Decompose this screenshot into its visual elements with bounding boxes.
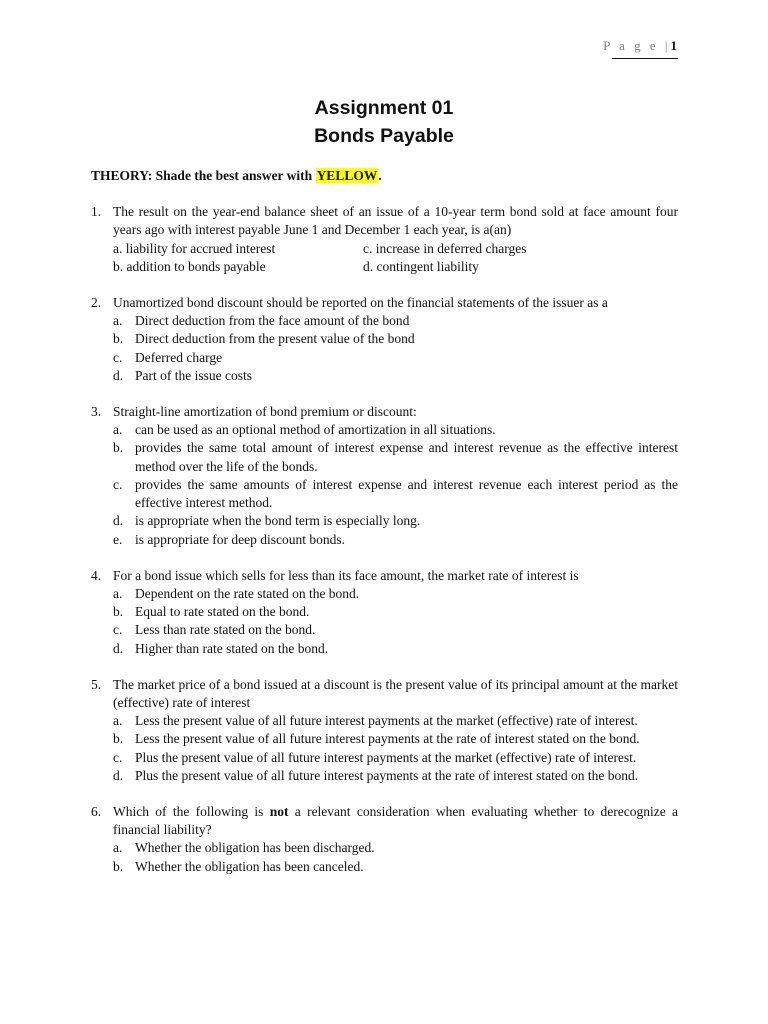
option-text: provides the same amounts of interest expense and interest revenue each interest period as the effective interest method. [135,476,678,511]
question-4 [91,567,678,658]
question-number: 5. [91,676,102,692]
option-letter: d. [113,640,124,656]
option-text: Part of the issue costs [135,367,252,383]
option-b: b. addition to bonds payable [113,258,266,274]
option-letter: c. [113,749,123,765]
option-grid [113,240,678,277]
question-2 [91,294,678,385]
question-6 [91,803,678,876]
title-line-2: Bonds Payable [314,125,454,147]
option-letter: b. [113,604,124,620]
option-letter: a. [113,585,123,601]
option-d: d. contingent liability [363,258,479,274]
question-text: The market price of a bond issued at a discount is the present value of its principal amount at the market (effective) rate of interest [113,676,678,710]
question-text: For a bond issue which sells for less than its face amount, the market rate of interest is [113,567,579,583]
question-number: 3. [91,403,102,419]
option-letter: a. [113,312,123,328]
question-text: The result on the year-end balance sheet of an issue of a 10-year term bond sold at face amount four years ago with interest payable June 1 and December 1 each year, is a(an) [113,204,678,238]
option-text: Whether the obligation has been discharged. [135,840,375,856]
option-text: Less the present value of all future interest payments at the rate of interest stated on the bond. [135,731,640,747]
header-rule [612,58,678,59]
option-letter: d. [113,513,124,529]
question-text [113,803,678,840]
option-text: Deferred charge [135,349,223,365]
option-text: Equal to rate stated on the bond. [135,604,310,620]
title-line-1: Assignment 01 [314,97,454,119]
question-text-emphasis: not [269,803,289,819]
option-text: Direct deduction from the face amount of the bond [135,312,410,328]
theory-prefix: THEORY: Shade the best answer with [91,168,316,183]
option-text: can be used as an optional method of amortization in all situations. [135,421,496,437]
option-b [113,730,678,748]
option-a [113,839,678,857]
option-d [113,767,678,785]
option-c [113,621,678,639]
option-text: provides the same total amount of interest expense and interest revenue as the effective interest method over the life of the bonds. [135,440,678,474]
option-letter: a. [113,713,123,729]
option-text: Higher than rate stated on the bond. [135,640,329,656]
question-number: 2. [91,294,102,310]
page-number: 1 [670,38,677,53]
document-title [0,94,768,150]
option-letter: d. [113,367,124,383]
option-text: Plus the present value of all future interest payments at the rate of interest stated on the bond. [135,768,639,784]
option-text: Whether the obligation has been canceled. [135,858,364,874]
question-text-after: a relevant consideration when evaluating whether to derecognize a financial liability? [113,803,678,838]
page-header [603,38,677,54]
option-letter: b. [113,731,124,747]
option-b [113,858,678,876]
option-a [113,585,678,603]
option-letter: e. [113,531,123,547]
option-text: Less than rate stated on the bond. [135,622,316,638]
question-number: 4. [91,567,102,583]
option-text: Plus the present value of all future interest payments at the market (effective) rate of interest. [135,749,637,765]
option-text: Dependent on the rate stated on the bond. [135,585,360,601]
option-letter: b. [113,440,124,456]
option-text: is appropriate for deep discount bonds. [135,531,345,547]
option-c: c. increase in deferred charges [363,240,527,256]
option-c [113,476,678,513]
option-a: a. liability for accrued interest [113,240,276,256]
option-d [113,512,678,530]
option-letter: b. [113,858,124,874]
option-b [113,330,678,348]
option-text: Less the present value of all future interest payments at the market (effective) rate of interest. [135,713,638,729]
theory-suffix: . [378,168,382,183]
option-e [113,531,678,549]
question-text-before: Which of the following is [113,803,270,819]
theory-highlight: YELLOW [316,168,378,183]
option-c [113,349,678,367]
option-letter: a. [113,421,123,437]
question-1 [91,203,678,276]
option-text: Direct deduction from the present value of the bond [135,331,415,347]
option-letter: a. [113,840,123,856]
option-a [113,421,678,439]
question-text: Unamortized bond discount should be reported on the financial statements of the issuer as a [113,294,608,310]
question-number: 1. [91,204,102,219]
option-c [113,749,678,767]
page-label: P a g e | [603,38,671,53]
option-d [113,640,678,658]
option-text: is appropriate when the bond term is especially long. [135,513,421,529]
option-b [113,439,678,476]
question-5 [91,676,678,786]
option-letter: c. [113,476,123,492]
theory-instruction [91,168,382,184]
option-b [113,603,678,621]
option-a [113,312,678,330]
question-number: 6. [91,803,102,819]
question-text: Straight-line amortization of bond premium or discount: [113,403,417,419]
option-letter: c. [113,349,123,365]
option-a [113,712,678,730]
question-3 [91,403,678,549]
option-d [113,367,678,385]
option-letter: c. [113,622,123,638]
option-letter: d. [113,768,124,784]
option-letter: b. [113,331,124,347]
question-list [91,203,678,894]
